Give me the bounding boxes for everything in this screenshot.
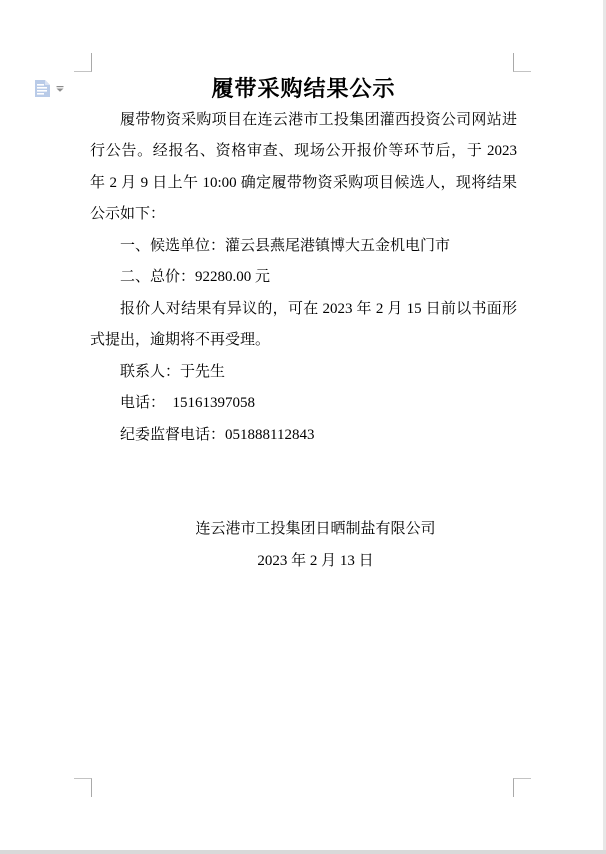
- signature-block: [90, 514, 517, 577]
- document-title: 履带采购结果公示: [211, 76, 396, 101]
- page-bottom-edge: [0, 850, 606, 854]
- crop-mark-bottom-left: [74, 778, 92, 797]
- paragraph-total-price: 二、总价：92280.00 元: [120, 269, 271, 285]
- dropdown-arrow-icon: [56, 79, 64, 97]
- document-page: [90, 73, 521, 577]
- crop-mark-bottom-right: [513, 778, 531, 797]
- crop-mark-top-left: [74, 53, 92, 72]
- paragraph-candidate-unit: 一、候选单位：灌云县燕尾港镇博大五金机电门市: [120, 237, 451, 254]
- paragraph-contact-person: 联系人：于先生: [120, 363, 226, 380]
- signature-company: 连云港市工投集团日晒制盐有限公司: [195, 521, 436, 537]
- paragraph-phone: 电话： 15161397058: [120, 395, 256, 411]
- paragraph-supervision-phone: 纪委监督电话：051888112843: [120, 426, 315, 443]
- paragraph-objection: 报价人对结果有异议的，可在 2023 年 2 月 15 日前以书面形式提出，逾期将不再受理。: [90, 300, 517, 348]
- paragraph-intro: 履带物资采购项目在连云港市工投集团灌西投资公司网站进行公告。经报名、资格审查、现场公开报价等环节后，于 2023 年 2 月 9 日上午 10:00 确定履带物资采购项目候选人，现将结果公示如下：: [90, 111, 521, 222]
- paste-options-button[interactable]: [34, 76, 66, 100]
- crop-mark-top-right: [513, 53, 531, 72]
- signature-date: 2023 年 2 月 13 日: [257, 552, 374, 569]
- paste-options-icon: [34, 78, 51, 98]
